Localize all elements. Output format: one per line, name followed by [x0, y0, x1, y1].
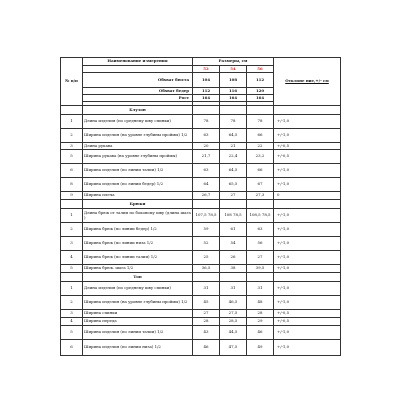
size-value: 66	[247, 129, 274, 143]
tolerance-value: +/-1,0	[274, 282, 341, 296]
size-value: 27	[247, 251, 274, 265]
measurement-name: Длина изделия (по среднему шву спинки)	[83, 115, 193, 129]
size-value: 26,7	[193, 192, 220, 200]
size-value: 44,5	[220, 326, 247, 340]
measurement-name: Ширина брюк. шага 1/2	[83, 265, 193, 273]
measurement-name: Длина брюк от талии по боковому шву (длина шага )	[83, 209, 193, 223]
table-row	[61, 209, 341, 223]
tolerance-value: +/-0,5	[274, 310, 341, 318]
size-value: 66	[247, 164, 274, 178]
base-value: 112	[193, 88, 220, 95]
size-value: 43	[193, 326, 220, 340]
size-value: 46	[193, 340, 220, 356]
size-value: 38	[220, 265, 247, 273]
section-title-row	[61, 106, 341, 115]
tolerance-value: +/-1,0	[274, 237, 341, 251]
measurement-table	[60, 57, 341, 356]
base-value: 104	[193, 73, 220, 88]
row-number: 5	[61, 150, 83, 164]
row-number: 2	[61, 296, 83, 310]
size-value: 29	[247, 318, 274, 326]
measurement-name: Ширина брюк (по линии низа 1/2	[83, 237, 193, 251]
measurement-name: Ширина брюк (по линии бедер) 1/2	[83, 223, 193, 237]
size-value: 36,5	[193, 265, 220, 273]
table-row	[61, 340, 341, 356]
tolerance-header: Отклоне ние,+/- см	[274, 58, 341, 106]
size-value: 21,7	[193, 150, 220, 164]
header-blank-cell	[83, 66, 193, 73]
measurement-name: Ширина изделия (по линии низа) 1/2	[83, 340, 193, 356]
row-number: 1	[61, 115, 83, 129]
row-number: 5	[61, 265, 83, 273]
section-title-blank	[220, 273, 247, 282]
base-label: Рост	[83, 95, 193, 102]
size-value: 23,2	[247, 150, 274, 164]
section-title-blank	[274, 200, 341, 209]
tolerance-value: +/-1,0	[274, 129, 341, 143]
size-value: 27,3	[247, 192, 274, 200]
row-number: 2	[61, 129, 83, 143]
section-title-blank	[193, 106, 220, 115]
measurement-name: Ширина переда	[83, 318, 193, 326]
tolerance-value: +/-1,0	[274, 265, 341, 273]
sizes-header: Размеры, см	[193, 58, 274, 66]
row-number-header: № п/п	[61, 58, 83, 106]
size-value: 47,5	[220, 340, 247, 356]
table-row	[61, 310, 341, 318]
tolerance-value: +/-1,0	[274, 164, 341, 178]
size-value: 27	[193, 310, 220, 318]
section-title-blank	[247, 273, 274, 282]
size-value: 108 78,5	[220, 209, 247, 223]
row-number: 6	[61, 340, 83, 356]
size-value: 22	[247, 143, 274, 150]
table-row	[61, 143, 341, 150]
size-value: 22,4	[220, 150, 247, 164]
size-value: 20	[193, 143, 220, 150]
size-value: 21	[220, 143, 247, 150]
size-value: 56	[247, 237, 274, 251]
tolerance-value: +/-1,0	[274, 251, 341, 265]
base-value: 116	[220, 88, 247, 95]
size-value: 26	[220, 251, 247, 265]
section-title-blank	[247, 106, 274, 115]
size-value: 49	[247, 340, 274, 356]
measurement-name: Ширина спинки	[83, 310, 193, 318]
size-col-56: 56	[247, 66, 274, 73]
size-value: 107,5 78,5	[193, 209, 220, 223]
table-row	[61, 192, 341, 200]
size-value: 108,5 78,5	[247, 209, 274, 223]
table-row	[61, 251, 341, 265]
size-value: 46	[247, 326, 274, 340]
size-value: 28,5	[220, 318, 247, 326]
section-title-row	[61, 200, 341, 209]
row-number: 3	[61, 310, 83, 318]
size-value: 48	[247, 296, 274, 310]
section-title-blank	[274, 273, 341, 282]
measurement-name-header: Наименование измерения	[83, 58, 193, 66]
row-number: 8	[61, 178, 83, 192]
tolerance-value: +/-1,0	[274, 326, 341, 340]
tolerance-value: +/-0,5	[274, 150, 341, 164]
tolerance-value: +/-1,0	[274, 223, 341, 237]
row-number: 5	[61, 326, 83, 340]
size-value: 28	[193, 318, 220, 326]
header-row-titles	[61, 58, 341, 66]
table-row	[61, 115, 341, 129]
size-value: 28	[247, 310, 274, 318]
size-value: 64	[193, 178, 220, 192]
size-value: 64,5	[220, 129, 247, 143]
tolerance-value: +/-1,0	[274, 178, 341, 192]
section-title-row	[61, 273, 341, 282]
size-value: 27,5	[220, 310, 247, 318]
base-value: 112	[247, 73, 274, 88]
measurement-name: Ширина плеча	[83, 192, 193, 200]
table-row	[61, 164, 341, 178]
section-number-blank	[61, 106, 83, 115]
size-chart-sheet	[60, 57, 340, 356]
size-value: 31	[247, 282, 274, 296]
size-value: 59	[193, 223, 220, 237]
size-value: 67	[247, 178, 274, 192]
row-number: 6	[61, 164, 83, 178]
base-value: 164	[220, 95, 247, 102]
row-number: 9	[61, 192, 83, 200]
measurement-name: Ширина брюк (по линии талии) 1/2	[83, 251, 193, 265]
size-value: 27	[220, 192, 247, 200]
section-title: Топ	[83, 273, 193, 282]
size-value: 65,5	[220, 178, 247, 192]
section-number-blank	[61, 200, 83, 209]
tolerance-value: +/-1,0	[274, 296, 341, 310]
base-label: Обхват бедер	[83, 88, 193, 95]
section-title-blank	[193, 273, 220, 282]
table-row	[61, 326, 341, 340]
base-value: 164	[193, 95, 220, 102]
base-label: Обхват бюста	[83, 73, 193, 88]
measurement-name: Ширина изделия (на уровне глубины проймы) 1/2	[83, 296, 193, 310]
size-value: 78	[247, 115, 274, 129]
tolerance-value: 0	[274, 192, 341, 200]
section-number-blank	[61, 273, 83, 282]
row-number: 3	[61, 143, 83, 150]
size-value: 31	[220, 282, 247, 296]
row-number: 3	[61, 237, 83, 251]
size-col-54: 54	[220, 66, 247, 73]
table-row	[61, 129, 341, 143]
size-value: 78	[220, 115, 247, 129]
measurement-name: Длина изделия (по среднему шву спинки)	[83, 282, 193, 296]
size-value: 31	[193, 282, 220, 296]
measurement-name: Ширина изделия (по линии талии) 1/2	[83, 164, 193, 178]
measurement-name: Ширина изделия (по линии талии) 1/2	[83, 326, 193, 340]
measurement-name: Ширина изделия (на уровне глубины проймы) 1/2	[83, 129, 193, 143]
size-value: 61	[220, 223, 247, 237]
size-value: 78	[193, 115, 220, 129]
section-title-blank	[193, 200, 220, 209]
size-value: 52	[193, 237, 220, 251]
row-number: 4	[61, 318, 83, 326]
tolerance-value: +/-0,5	[274, 143, 341, 150]
table-row	[61, 178, 341, 192]
section-title-blank	[220, 200, 247, 209]
size-value: 46,5	[220, 296, 247, 310]
row-number: 1	[61, 282, 83, 296]
table-row	[61, 296, 341, 310]
table-row	[61, 282, 341, 296]
tolerance-value: +/-1,0	[274, 115, 341, 129]
section-title: Брюки	[83, 200, 193, 209]
table-row	[61, 265, 341, 273]
size-value: 39,5	[247, 265, 274, 273]
size-value: 63	[193, 129, 220, 143]
section-title: Блузон	[83, 106, 193, 115]
base-value: 120	[247, 88, 274, 95]
size-col-52: 52	[193, 66, 220, 73]
section-title-blank	[274, 106, 341, 115]
size-value: 63	[193, 164, 220, 178]
table-row	[61, 237, 341, 251]
measurement-name: Длина рукава	[83, 143, 193, 150]
size-value: 63	[247, 223, 274, 237]
size-value: 64,5	[220, 164, 247, 178]
measurement-name: Ширина рукава (на уровне глубины проймы)	[83, 150, 193, 164]
row-number: 2	[61, 223, 83, 237]
base-value: 108	[220, 73, 247, 88]
tolerance-value: +/-0,5	[274, 318, 341, 326]
section-title-blank	[220, 106, 247, 115]
table-row	[61, 318, 341, 326]
section-title-blank	[247, 200, 274, 209]
row-number: 4	[61, 251, 83, 265]
measurement-name: Ширина изделия (по линии бедер) 1/2	[83, 178, 193, 192]
measurement-table-body	[61, 58, 341, 356]
table-row	[61, 150, 341, 164]
row-number: 1	[61, 209, 83, 223]
size-value: 25	[193, 251, 220, 265]
size-value: 54	[220, 237, 247, 251]
tolerance-value: +/-1,0	[274, 340, 341, 356]
table-row	[61, 223, 341, 237]
base-value: 164	[247, 95, 274, 102]
tolerance-value: +/-1,0	[274, 209, 341, 223]
size-value: 45	[193, 296, 220, 310]
